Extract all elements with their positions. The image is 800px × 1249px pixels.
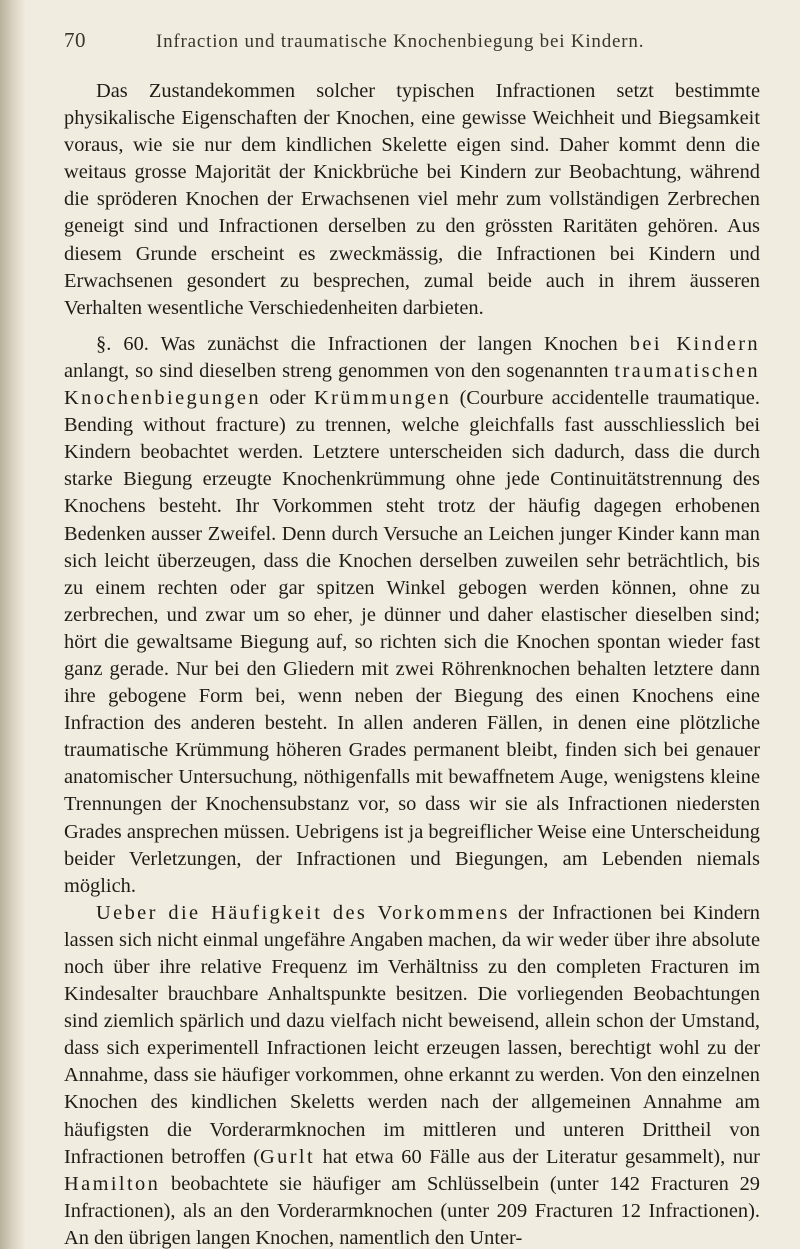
author-gurlt: Gurlt (259, 1145, 316, 1168)
paragraph-intro (64, 78, 760, 322)
body-text (64, 78, 760, 1249)
section-rest: (Courbure accidentelle traumatique. Bending without fracture) zu trennen, welche gleichfalls fast ausschliesslich bei Kindern beobachtet werden. Letztere unterscheiden sich dadurch, dass die durch starke Biegung erzeugte Knochenkrümmung ohne jede Continuitätstrennung des Knochens besteht. Ihr Vorkommen steht trotz der häufig dagegen erhobenen Bedenken ausser Zweifel. Denn durch Versuche an Leichen junger Kinder kann man sich leicht überzeugen, dass die Knochen derselben zuweilen sehr beträchtlich, bis zu einem rechten oder gar spitzen Winkel gebogen werden können, ohne zu zerbrechen, und zwar um so eher, je dünner und daher elastischer dieselben sind; hört die gewaltsame Biegung auf, so richten sich die Knochen spontan wieder fast ganz gerade. Nur bei den Gliedern mit zwei Röhrenknochen behalten letztere dann ihre gebogene Form bei, wenn neben der Biegung des einen Knochens eine Infraction des anderen besteht. In allen anderen Fällen, in denen eine plötzliche traumatische Krümmung höheren Grades permanent bleibt, finden sich bei genauer anatomischer Untersuchung, nöthigenfalls mit bewaffnetem Auge, wenigstens kleine Trennungen der Knochensubstanz vor, so dass wir sie als Infractionen niedersten Grades ansprechen müssen. Uebrigens ist ja begreiflicher Weise eine Unterscheidung beider Verletzungen, der Infractionen und Biegungen, am Lebenden niemals möglich. (64, 387, 760, 897)
section-mid-2: oder (269, 387, 306, 410)
page-number: 70 (64, 28, 86, 52)
haeufigkeit-text-b: hat etwa 60 Fälle aus der Literatur gesammelt), nur (322, 1145, 760, 1168)
emphasis-bei-kindern: bei Kindern (629, 332, 761, 355)
section-lead: Was zunächst die Infractionen der langen Knochen (160, 332, 618, 355)
paragraph-haeufigkeit (64, 900, 760, 1249)
running-title: Infraction und traumatische Knochenbiegung bei Kindern. (156, 31, 645, 52)
haeufigkeit-text-a: der Infractionen bei Kindern lassen sich nicht einmal ungefähre Angaben machen, da wir weder über ihre absolute noch über ihre relative Frequenz im Verhältniss zu den completen Fracturen im Kindesalter brauchbare Anhaltspunkte besitzen. Die vorliegenden Beobachtungen sind ziemlich spärlich und dazu vielfach nicht beweisend, allein schon der Umstand, dass sich experimentell Infractionen leicht erzeugen lassen, berechtigt wohl zu der Annahme, dass sie häufiger vorkommen, ohne erkannt zu werden. Von den einzelnen Knochen des kindlichen Skeletts werden nach der allgemeinen Annahme am häufigsten die Vorderarmknochen im mittleren und unteren Drittheil von Infractionen betroffen ( (64, 901, 760, 1168)
section-number: §. 60. (96, 332, 149, 355)
running-head (64, 28, 760, 54)
emphasis-kruemmungen: Krümmungen (313, 387, 452, 410)
paragraph-intro-text: Das Zustandekommen solcher typischen Infractionen setzt bestimmte physikalische Eigenschaften der Knochen, eine gewisse Weichheit und Biegsamkeit voraus, wie sie nur dem kindlichen Skelette eigen sind. Daher kommt denn die weitaus grosse Majorität der Knickbrüche bei Kindern zur Beobachtung, während die spröderen Knochen der Erwachsenen viel mehr zum vollständigen Zerbrechen geneigt sind und Infractionen derselben zu den grössten Raritäten gehören. Aus diesem Grunde erscheint es zweckmässig, die Infractionen bei Kindern und Erwachsenen gesondert zu besprechen, zumal beide auch in ihrem äusseren Verhalten wesentliche Verschiedenheiten darbieten. (64, 80, 760, 319)
section-mid-1: anlangt, so sind dieselben streng genommen von den sogenannten (64, 359, 609, 382)
emphasis-haeufigkeit: Ueber die Häufigkeit des Vorkommens (96, 901, 510, 924)
paragraph-section-60 (64, 331, 760, 900)
haeufigkeit-text-c: beobachtete sie häufiger am Schlüsselbein (unter 142 Fracturen 29 Infractionen), als an den Vorderarmknochen (unter 209 Fracturen 12 Infractionen). An den übrigen langen Knochen, namentlich den Unter- (64, 1172, 760, 1249)
emphasis-traumatische-knochenbiegungen: traumatischen Knochenbiegungen (64, 359, 760, 410)
author-hamilton: Hamilton (64, 1172, 161, 1195)
